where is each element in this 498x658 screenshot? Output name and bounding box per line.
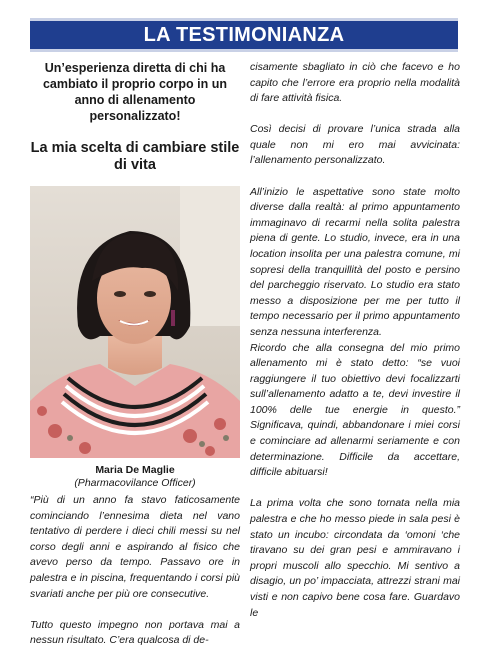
section-banner xyxy=(30,18,458,52)
caption-role: (Pharmacovilance Officer) xyxy=(74,477,196,489)
body-paragraph: “Più di un anno fa stavo faticosamente cominciando l’ennesima dieta nel vano tentativo di perdere i dieci chili messi su nel corso degli anni e aspirando al fisico che avevo perso da tempo. Passavo ore in palestra e in piscina, frequentando i corsi più svariati anche per più ore consecutive. xyxy=(30,494,240,600)
section-title: LA TESTIMONIANZA xyxy=(143,23,345,46)
portrait-photo-icon xyxy=(30,186,240,458)
body-paragraph: Tutto questo impegno non portava mai a nessun risultato. C’era qualcosa di de- xyxy=(30,618,240,647)
caption-name: Maria De Maglie xyxy=(95,464,175,476)
body-paragraph: La prima volta che sono tornata nella mia palestra e che ho messo piede in sala pesi è stato un incubo: circondata da ‘omoni ‘che tiravano su dei gran pesi e ammiravano i propri muscoli allo specchio. Mi sentivo a disagio, un po’ impacciata, attrezzi strani mai visti e non capivo bene cosa fare. Guardavo le xyxy=(250,497,460,619)
right-column xyxy=(250,60,460,621)
portrait-photo xyxy=(30,186,240,458)
body-paragraph: Ricordo che alla consegna del mio primo allenamento mi è stato detto: “se vuoi raggiungere il tuo obiettivo devi focalizzarti sull’allenamento adatto a te, devi investire il 100% delle tue energie in questo.” Significava, quindi, abbandonare i miei corsi e cominciare ad allenarmi seriamente e con determinazione. Difficile da accettare, difficile abituarsi! xyxy=(250,341,460,479)
article-subheading: La mia scelta di cambiare stile di vita xyxy=(30,140,240,173)
body-paragraph: All’inizio le aspettative sono state molto diverse dalla realtà: al primo appuntamento immaginavo di recarmi nella solita palestra piena di gente. Lo studio, invece, era in una location insolita per una palestra comune, mi sopresi della tranquillità del posto e persino del parcheggio riservato. Lo studio era stato messo a disposizione per me per tutto il tempo necessario per il primo appuntamento senza nessuna interferenza. xyxy=(250,185,460,338)
body-paragraph: cisamente sbagliato in ciò che facevo e ho capito che l’errore era proprio nella modalità di fare attività fisica. xyxy=(250,61,460,105)
body-paragraph: Così decisi di provare l’unica strada alla quale non mi ero mai avvicinata: l’allenamento personalizzato. xyxy=(250,123,460,167)
left-column xyxy=(30,60,240,649)
intro-text: Un’esperienza diretta di chi ha cambiato il proprio corpo in un anno di allenamento personalizzato! xyxy=(42,61,228,123)
